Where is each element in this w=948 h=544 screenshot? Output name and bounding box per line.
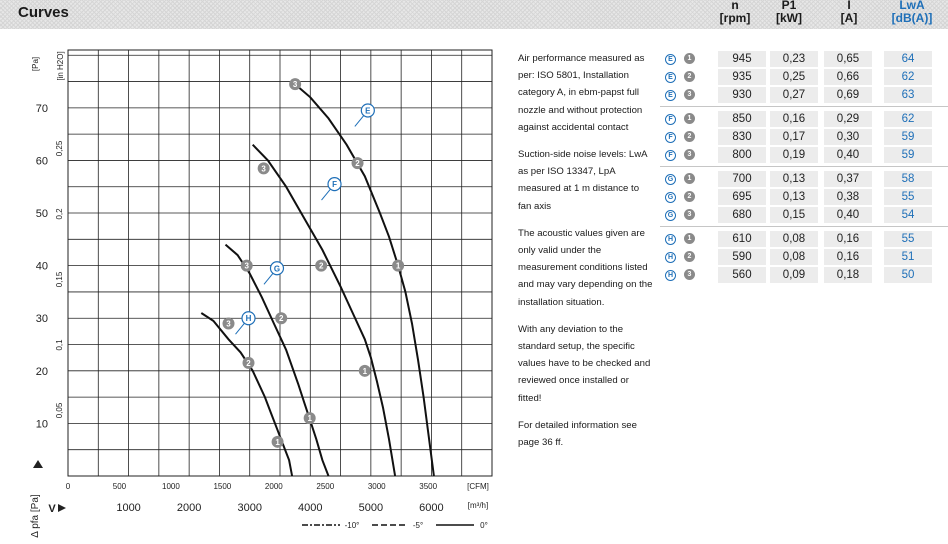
cell-i: 0,16: [824, 249, 872, 265]
cell-lwa: 51: [884, 249, 932, 265]
curve-badge: G: [665, 192, 676, 203]
y-tick-label-pa: 70: [35, 102, 48, 115]
cell-n: 935: [718, 69, 766, 85]
point-badge: 3: [684, 269, 695, 280]
header-i-unit: [A]: [840, 11, 858, 25]
cell-p1: 0,27: [770, 87, 818, 103]
curve-label-text: F: [332, 180, 337, 190]
x-tick-label-cfm: 500: [112, 482, 127, 491]
cell-n: 700: [718, 171, 766, 187]
y-unit-pa: [Pa]: [31, 56, 40, 72]
header-lwa-symbol: LwA: [899, 0, 925, 12]
point-badge: 2: [684, 131, 695, 142]
cell-i: 0,37: [824, 171, 872, 187]
table-row: [660, 248, 948, 266]
cell-p1: 0,09: [770, 267, 818, 283]
cell-p1: 0,13: [770, 171, 818, 187]
x-tick-label-cfm: 3000: [367, 482, 386, 491]
x-unit-cfm: [CFM]: [467, 482, 489, 491]
cell-i: 0,16: [824, 231, 872, 247]
operating-point-H1: [272, 436, 284, 448]
cell-i: 0,65: [824, 51, 872, 67]
cell-i: 0,69: [824, 87, 872, 103]
operating-point-H2: [243, 357, 255, 369]
x-tick-label-m3h: 4000: [298, 502, 323, 514]
x-tick-label-cfm: 2500: [316, 482, 335, 491]
curve-badge: G: [665, 210, 676, 221]
table-row: [660, 128, 948, 146]
header-lwa-unit: [dB(A)]: [891, 11, 933, 25]
y-tick-label-pa: 40: [35, 260, 48, 273]
cell-n: 830: [718, 129, 766, 145]
cell-lwa: 64: [884, 51, 932, 67]
table-row: [660, 146, 948, 164]
operating-point-label: 1: [362, 366, 368, 376]
cell-p1: 0,25: [770, 69, 818, 85]
x-tick-label-cfm: 0: [65, 482, 71, 491]
table-row: [660, 266, 948, 284]
operating-point-G3: [241, 260, 253, 272]
y-tick-label-pa: 60: [35, 155, 48, 168]
header-lwa: [884, 0, 940, 25]
x-tick-label-m3h: 1000: [116, 502, 141, 514]
y-tick-label-inh2o: 0,15: [55, 271, 64, 288]
table-row: [660, 68, 948, 86]
point-badge: 3: [684, 209, 695, 220]
curve-label-text: H: [245, 314, 252, 324]
x-tick-label-m3h: 5000: [358, 502, 384, 514]
operating-point-label: 3: [261, 164, 266, 174]
cell-n: 610: [718, 231, 766, 247]
header-i-symbol: I: [847, 0, 851, 12]
y-tick-label-inh2o: 0,1: [55, 339, 64, 351]
performance-chart: [0, 40, 510, 544]
cell-n: 850: [718, 111, 766, 127]
curve-badge: E: [665, 54, 676, 65]
note-deviation: With any deviation to the standard setup, the specific values have to be checked and reviewed once installed or fitted!: [518, 323, 651, 404]
table-row: [660, 170, 948, 188]
operating-point-E2: [352, 157, 364, 169]
cell-lwa: 54: [884, 207, 932, 223]
cell-p1: 0,13: [770, 189, 818, 205]
operating-point-H3: [223, 317, 235, 329]
x-tick-label-cfm: 2000: [264, 482, 283, 491]
cell-n: 945: [718, 51, 766, 67]
cell-lwa: 63: [884, 87, 932, 103]
cell-i: 0,30: [824, 129, 872, 145]
curve-badge: E: [665, 72, 676, 83]
point-badge: 1: [684, 113, 695, 124]
notes-panel: [518, 50, 653, 461]
cell-lwa: 62: [884, 111, 932, 127]
x-axis-label: V: [48, 503, 56, 515]
cell-p1: 0,08: [770, 249, 818, 265]
curve-label-text: G: [273, 264, 281, 274]
legend-label-0: -10°: [344, 521, 360, 530]
x-tick-label-m3h: 6000: [419, 502, 444, 514]
cell-lwa: 55: [884, 189, 932, 205]
header-n-unit: [rpm]: [719, 11, 751, 25]
operating-point-G1: [304, 412, 316, 424]
cell-i: 0,40: [824, 207, 872, 223]
group-divider: [660, 166, 948, 167]
cell-lwa: 58: [884, 171, 932, 187]
header-p1: [766, 0, 812, 25]
x-tick-label-cfm: 1500: [213, 482, 232, 491]
curve-label-text: E: [365, 106, 371, 116]
header-p1-symbol: P1: [781, 0, 797, 12]
curve-badge: E: [665, 90, 676, 101]
operating-point-F3: [258, 162, 270, 174]
operating-point-label: 2: [318, 261, 324, 271]
header-n-symbol: n: [731, 0, 739, 12]
cell-n: 560: [718, 267, 766, 283]
curve-badge: F: [665, 114, 676, 125]
point-badge: 1: [684, 53, 695, 64]
x-tick-label-cfm: 3500: [419, 482, 438, 491]
y-axis-arrow: [33, 460, 43, 468]
y-tick-label-inh2o: 0,2: [55, 208, 64, 220]
legend-label-1: -5°: [412, 521, 424, 530]
header-n: [712, 0, 758, 25]
cell-p1: 0,17: [770, 129, 818, 145]
y-axis-label: Δ pfa [Pa]: [30, 494, 41, 538]
curve-badge: F: [665, 132, 676, 143]
table-row: [660, 50, 948, 68]
operating-point-label: 2: [355, 159, 360, 169]
note-acoustic-values: The acoustic values given are only valid under the measurement conditions listed and may vary depending on the installation situation.: [518, 227, 653, 308]
point-badge: 3: [684, 149, 695, 160]
point-badge: 2: [684, 251, 695, 262]
cell-p1: 0,08: [770, 231, 818, 247]
operating-point-G2: [275, 312, 287, 324]
y-tick-label-pa: 20: [35, 365, 48, 378]
curve-badge: G: [665, 174, 676, 185]
x-axis-arrow: [58, 504, 66, 512]
operating-point-F2: [315, 260, 327, 272]
cell-i: 0,29: [824, 111, 872, 127]
note-air-performance: Air performance measured as per: ISO 5801, Installation category A, in ebm-papst full nozzle and without protection against accidental contact: [518, 53, 645, 133]
point-badge: 1: [684, 233, 695, 244]
cell-p1: 0,19: [770, 147, 818, 163]
y-tick-label-pa: 50: [35, 208, 48, 221]
y-tick-label-inh2o: 0,05: [55, 402, 64, 419]
table-row: [660, 86, 948, 104]
point-badge: 2: [684, 71, 695, 82]
y-tick-label-pa: 10: [35, 418, 48, 431]
point-badge: 1: [684, 173, 695, 184]
operating-point-label: 1: [395, 261, 401, 271]
group-divider: [660, 106, 948, 107]
curve-badge: H: [665, 270, 676, 281]
point-badge: 3: [684, 89, 695, 100]
cell-n: 930: [718, 87, 766, 103]
operating-point-label: 2: [278, 314, 284, 324]
table-row: [660, 188, 948, 206]
x-unit-m3h: [m³/h]: [467, 501, 489, 510]
operating-point-label: 1: [275, 437, 280, 447]
cell-n: 590: [718, 249, 766, 265]
note-noise-levels: Suction-side noise levels: LwA as per ISO 13347, LpA measured at 1 m distance to fan axis: [518, 149, 648, 212]
operating-point-label: 3: [292, 80, 298, 90]
cell-lwa: 55: [884, 231, 932, 247]
x-tick-label-m3h: 3000: [237, 502, 262, 514]
y-unit-inh2o: [in H2O]: [56, 51, 65, 81]
header-p1-unit: [kW]: [776, 11, 802, 25]
cell-i: 0,40: [824, 147, 872, 163]
cell-lwa: 62: [884, 69, 932, 85]
operating-point-label: 3: [226, 319, 231, 329]
cell-p1: 0,15: [770, 207, 818, 223]
point-badge: 2: [684, 191, 695, 202]
cell-lwa: 50: [884, 267, 932, 283]
group-divider: [660, 226, 948, 227]
cell-i: 0,18: [824, 267, 872, 283]
operating-point-E3: [289, 78, 301, 90]
y-tick-label-inh2o: 0,25: [55, 140, 64, 157]
table-row: [660, 206, 948, 224]
operating-point-F1: [359, 365, 371, 377]
note-detailed-info: For detailed information see page 36 ff.: [518, 419, 637, 449]
curve-badge: H: [665, 234, 676, 245]
legend-label-2: 0°: [480, 521, 488, 530]
header-i: [826, 0, 872, 25]
cell-n: 680: [718, 207, 766, 223]
cell-i: 0,66: [824, 69, 872, 85]
table-row: [660, 110, 948, 128]
cell-lwa: 59: [884, 147, 932, 163]
operating-point-label: 1: [307, 414, 312, 424]
operating-point-E1: [392, 260, 404, 272]
x-tick-label-cfm: 1000: [162, 482, 180, 491]
cell-p1: 0,23: [770, 51, 818, 67]
operating-point-label: 2: [246, 358, 251, 368]
curve-badge: F: [665, 150, 676, 161]
cell-n: 800: [718, 147, 766, 163]
page-title: Curves: [18, 4, 69, 21]
operating-point-label: 3: [244, 261, 249, 271]
cell-p1: 0,16: [770, 111, 818, 127]
y-tick-label-pa: 30: [35, 313, 48, 326]
cell-i: 0,38: [824, 189, 872, 205]
cell-n: 695: [718, 189, 766, 205]
table-row: [660, 230, 948, 248]
curve-badge: H: [665, 252, 676, 263]
cell-lwa: 59: [884, 129, 932, 145]
x-tick-label-m3h: 2000: [176, 502, 202, 514]
